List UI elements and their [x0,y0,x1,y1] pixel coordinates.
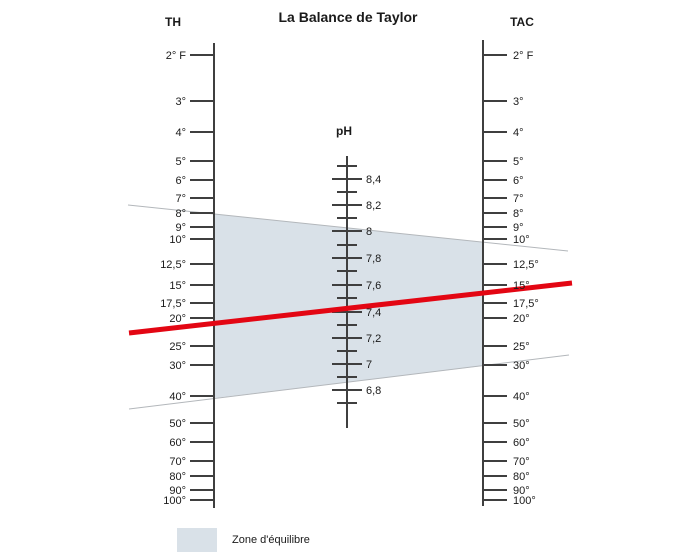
th-scale [190,43,214,508]
tac-tick-label: 50° [513,418,530,430]
th-tick-label: 12,5° [160,259,186,271]
tac-tick-label: 30° [513,360,530,372]
ph-tick-label: 8 [366,226,373,238]
th-tick-label: 17,5° [160,298,186,310]
ph-tick-label: 7,8 [366,253,382,265]
tac-tick-label: 40° [513,391,530,403]
th-tick-label: 25° [169,341,186,353]
tac-tick-label: 9° [513,222,524,234]
th-tick-label: 50° [169,418,186,430]
th-tick-label: 60° [169,437,186,449]
ph-tick-label: 8,4 [366,174,382,186]
th-tick-label: 20° [169,313,186,325]
equilibrium-zone-swatch [177,528,217,552]
th-tick-label: 5° [175,156,186,168]
tac-tick-label: 3° [513,96,524,108]
tac-tick-label: 7° [513,193,524,205]
tac-tick-label: 25° [513,341,530,353]
ph-axis-header: pH [336,124,352,138]
tac-tick-label: 17,5° [513,298,539,310]
ph-tick-label: 7,4 [366,307,382,319]
th-tick-label: 90° [169,485,186,497]
chart-title: La Balance de Taylor [278,9,418,25]
tac-tick-label: 12,5° [513,259,539,271]
ph-tick-label: 7 [366,359,373,371]
tac-tick-label: 70° [513,456,530,468]
tac-tick-label: 8° [513,208,524,220]
tac-tick-label: 90° [513,485,530,497]
th-tick-label: 100° [163,495,186,507]
ph-tick-label: 8,2 [366,200,382,212]
th-tick-label: 70° [169,456,186,468]
ph-tick-label: 6,8 [366,385,382,397]
tac-tick-label: 60° [513,437,530,449]
tac-tick-label: 15° [513,280,530,292]
th-tick-label: 15° [169,280,186,292]
tac-tick-label: 80° [513,471,530,483]
tac-tick-label: 100° [513,495,536,507]
th-tick-label: 9° [175,222,186,234]
th-tick-label: 4° [175,127,186,139]
th-tick-label: 3° [175,96,186,108]
th-tick-label: 2° F [165,50,186,62]
tac-tick-label: 6° [513,175,524,187]
equilibrium-zone-label: Zone d'équilibre [232,534,310,546]
ph-tick-label: 7,2 [366,333,382,345]
legend [177,528,310,552]
tac-tick-label: 4° [513,127,524,139]
th-tick-label: 7° [175,193,186,205]
th-tick-label: 30° [169,360,186,372]
tac-tick-label: 2° F [513,50,534,62]
tac-axis-header: TAC [510,15,534,29]
th-tick-label: 80° [169,471,186,483]
th-axis-header: TH [165,15,181,29]
th-tick-label: 40° [169,391,186,403]
tac-tick-label: 5° [513,156,524,168]
tac-tick-label: 20° [513,313,530,325]
tac-scale [483,40,507,506]
th-tick-label: 8° [175,208,186,220]
tac-tick-label: 10° [513,234,530,246]
th-tick-label: 6° [175,175,186,187]
th-tick-label: 10° [169,234,186,246]
ph-tick-label: 7,6 [366,280,382,292]
